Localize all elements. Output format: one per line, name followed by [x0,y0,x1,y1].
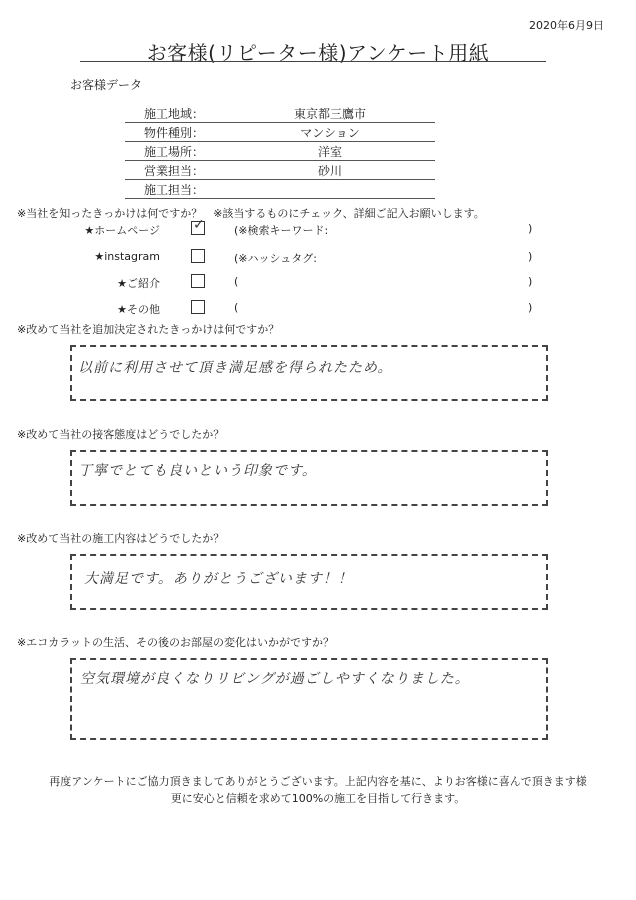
option-checkbox[interactable] [191,274,205,288]
info-label: 営業担当： [144,164,205,178]
info-value[interactable]: 洋室 [317,145,342,159]
option-checkbox[interactable] [191,249,205,263]
info-row [125,179,435,199]
option-checkbox[interactable] [191,217,205,235]
check-mark-icon: ✓ [193,217,205,233]
title-underline [80,61,546,62]
info-value[interactable]: 砂川 [317,164,342,178]
info-label: 施工場所： [144,145,205,159]
question-after-life: ※エコカラットの生活、その後のお部屋の変化はいかがですか？ [17,636,334,649]
answer-box-attitude[interactable] [70,450,548,506]
answer-attitude-text: 丁寧でとても良いという印象です。 [78,463,317,479]
page-title: お客様(リピーター様)アンケート用紙 [146,41,490,65]
option-detail: (※ハッシュタグ: [234,252,317,265]
option-close-paren: ) [528,250,533,263]
option-close-paren: ) [528,301,533,314]
option-close-paren: ) [528,222,533,235]
info-value[interactable]: 東京都三鷹市 [293,107,366,121]
survey-date: 2020年6月9日 [529,19,604,32]
info-row [125,141,435,161]
question-work-quality: ※改めて当社の施工内容はどうでしたか？ [17,532,225,545]
info-label: 物件種別： [144,126,205,140]
answer-after-text: 空気環境が良くなりリビングが過ごしやすくなりました。 [80,671,470,687]
option-detail: ( [234,275,239,288]
answer-quality-text: 大満足です。ありがとうございます！！ [84,571,353,587]
info-label: 施工担当： [144,183,205,197]
option-label: ★その他 [117,303,160,316]
info-row [125,122,435,142]
option-label: ★instagram [94,250,160,263]
closing-line-1: 再度アンケートにご協力頂きましてありがとうございます。上記内容を基に、よりお客様に喜んで頂きます様 [49,775,587,788]
closing-line-2: 更に安心と信頼を求めて100%の施工を目指して行きます。 [170,792,466,805]
info-row [125,103,435,123]
option-label: ★ホームページ [84,224,160,237]
question-how-found: ※当社を知ったきっかけは何ですか？ ※該当するものにチェック、詳細ご記入お願いします。 [17,207,485,220]
option-checkbox[interactable] [191,300,205,314]
option-label: ★ご紹介 [117,277,160,290]
info-label: 施工地域： [144,107,205,121]
option-close-paren: ) [528,275,533,288]
option-detail: (※検索キーワード: [234,224,329,237]
answer-box-quality[interactable] [70,554,548,610]
question-service-attitude: ※改めて当社の接客態度はどうでしたか？ [17,428,225,441]
info-row [125,160,435,180]
option-detail: ( [234,301,239,314]
customer-data-label: お客様データ [70,78,143,92]
answer-box-after[interactable] [70,658,548,740]
answer-box-reason[interactable] [70,345,548,401]
answer-reason-text: 以前に利用させて頂き満足感を得られたため。 [78,360,393,376]
info-value[interactable]: マンション [300,126,360,140]
question-reason-chosen: ※改めて当社を追加決定されたきっかけは何ですか？ [17,323,280,336]
